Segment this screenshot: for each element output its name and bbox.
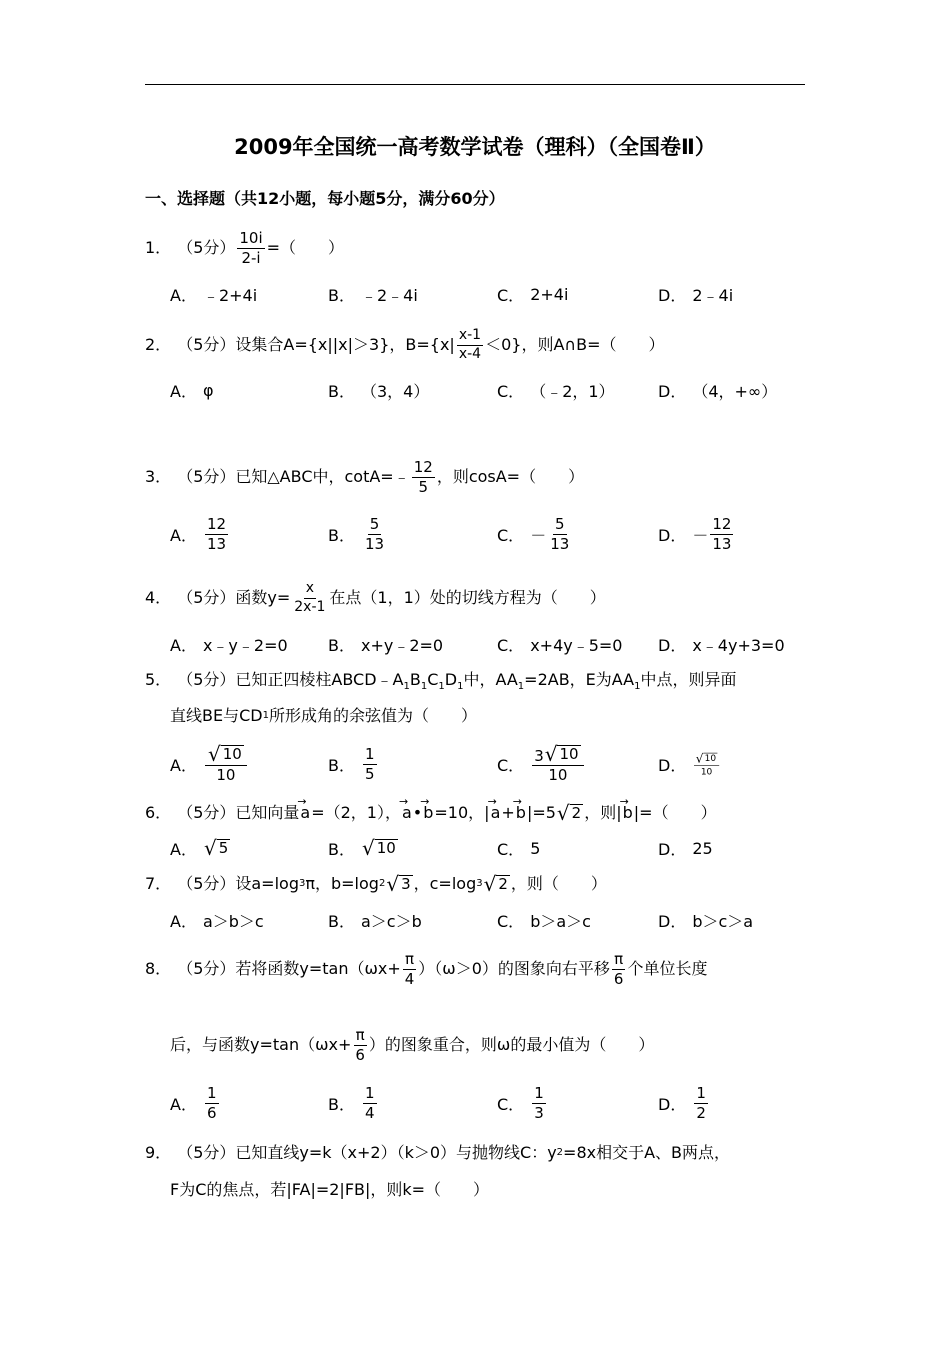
option-label: D．	[658, 755, 687, 775]
denominator: 6	[613, 969, 624, 988]
text-run: 已知正四棱柱ABCD﹣A	[235, 670, 404, 689]
vector-b: → b	[515, 803, 527, 823]
vector-b: → b	[422, 803, 434, 823]
fraction	[363, 516, 386, 552]
numerator: 10i	[239, 229, 263, 247]
fraction	[205, 516, 228, 552]
option-c[interactable]	[497, 274, 568, 314]
subscript: 1	[517, 681, 525, 693]
sqrt-symbol: √ 10	[544, 741, 579, 766]
fraction	[612, 951, 626, 987]
option-a[interactable]	[170, 514, 230, 554]
question-7: 7． （5分） 设a=log 3 π，b=log 2 √ 3 ，c=log 3 √ 2 ，则（ ）	[145, 872, 607, 896]
option-d[interactable]	[658, 1083, 710, 1123]
denominator: 13	[364, 534, 385, 553]
option-label: C．	[497, 635, 525, 655]
option-label: C．	[497, 755, 525, 775]
fraction	[532, 1085, 546, 1121]
option-label: D．	[658, 839, 687, 859]
option-label: D．	[658, 381, 687, 401]
text-run: B	[409, 670, 421, 689]
question-number: 9．	[145, 1143, 172, 1162]
subscript: 1	[438, 681, 445, 693]
vector-a: → a	[401, 803, 413, 823]
vector-b: → b	[622, 803, 634, 823]
option-a[interactable]	[170, 274, 257, 314]
question-number: 3．	[145, 467, 172, 486]
question-text: |=5	[526, 803, 556, 822]
question-text: ，则|	[584, 803, 622, 822]
option-label: B．	[328, 635, 355, 655]
option-label: A．	[170, 839, 197, 859]
question-text: =10，|	[434, 803, 490, 822]
question-5	[145, 668, 737, 692]
option-text: b＞a＞c	[530, 911, 591, 931]
option-text: ﹣2﹣4i	[360, 285, 418, 305]
denominator: 13	[712, 534, 732, 553]
option-d[interactable]	[658, 514, 735, 554]
option-c[interactable]	[497, 624, 622, 664]
option-text: 25	[692, 838, 713, 858]
fraction	[363, 746, 377, 782]
numerator: x-1	[457, 328, 483, 345]
score-tag: （5分）	[177, 803, 236, 822]
question-text: F为C的焦点，若|FA|=2|FB|，则k=（ ）	[170, 1180, 490, 1199]
denominator: 2x-1	[294, 598, 326, 615]
question-number: 1．	[145, 238, 172, 257]
fraction	[353, 1027, 367, 1063]
text-run: =2AB，E为AA	[524, 670, 635, 689]
fraction	[694, 1085, 708, 1121]
denominator: 6	[206, 1103, 217, 1122]
question-text	[235, 670, 737, 693]
question-text: ，则cosA=（ ）	[436, 467, 585, 486]
fraction	[363, 1085, 377, 1121]
option-text: （3，4）	[360, 381, 430, 401]
question-text: =8x相交于A、B两点，	[563, 1143, 731, 1162]
numerator: 12	[413, 458, 433, 476]
question-text: |x|＞3}，B={x|	[332, 335, 455, 354]
option-label: D．	[658, 285, 687, 305]
option-text: ﹣2+4i	[202, 285, 258, 305]
denominator: 10	[216, 766, 236, 784]
numerator: π	[405, 950, 415, 968]
option-c[interactable]	[497, 741, 586, 784]
question-number: 8．	[145, 959, 172, 978]
sqrt-symbol: √ 10	[696, 750, 717, 765]
option-d[interactable]	[658, 828, 713, 868]
option-text: x﹣4y+3=0	[692, 635, 785, 655]
option-label: B．	[328, 755, 355, 775]
option-c[interactable]	[497, 1083, 548, 1123]
score-tag: （5分）	[177, 874, 236, 893]
option-a[interactable]	[170, 1083, 221, 1123]
radicand: 10	[559, 744, 579, 763]
denominator: 4	[364, 1103, 375, 1122]
text-run: D	[444, 670, 458, 689]
question-text: π，b=log	[305, 874, 379, 893]
score-tag: （5分）	[177, 1143, 236, 1162]
plus-operator: +	[501, 803, 515, 822]
option-a[interactable]	[170, 624, 288, 664]
option-b[interactable]	[328, 900, 422, 940]
radicand: 10	[704, 752, 717, 764]
fraction	[694, 752, 719, 775]
option-a[interactable]	[170, 828, 231, 868]
sqrt-symbol: √ 10	[207, 741, 242, 766]
radicand: 10	[376, 839, 396, 857]
denominator: 5	[418, 477, 429, 496]
radicand: 2	[498, 875, 508, 893]
sqrt-symbol: √ 3	[386, 872, 411, 896]
option-b[interactable]	[328, 744, 379, 784]
numerator: 1	[534, 1084, 544, 1102]
question-text: 设集合A={x|	[235, 335, 333, 354]
dot-operator: •	[412, 803, 423, 822]
numerator: 12	[206, 515, 227, 533]
score-tag: （5分）	[177, 467, 236, 486]
question-6	[145, 801, 717, 825]
option-b[interactable]	[328, 274, 418, 314]
score-tag: （5分）	[177, 335, 236, 354]
option-text: 2﹣4i	[692, 285, 734, 305]
option-text: 5	[530, 838, 541, 858]
option-label: D．	[658, 1094, 687, 1114]
option-d[interactable]	[658, 744, 738, 784]
option-text: 2+4i	[530, 284, 569, 304]
question-3	[145, 458, 585, 496]
numerator: 1	[364, 745, 375, 763]
question-number: 5．	[145, 670, 172, 689]
option-label: B．	[328, 1094, 355, 1114]
numerator: 5	[369, 515, 380, 533]
question-text: |=（ ）	[633, 803, 717, 822]
option-d[interactable]	[658, 900, 753, 940]
question-text: ＜0}，则A∩B=（ ）	[485, 335, 665, 354]
option-a[interactable]	[170, 370, 214, 410]
question-text: 在点（1，1）处的切线方程为（ ）	[329, 588, 606, 607]
question-text: 函数y=	[235, 588, 291, 607]
text-run: 直线BE与CD	[170, 706, 263, 725]
radicand: 5	[218, 839, 229, 857]
option-label: A．	[170, 285, 197, 305]
option-b[interactable]	[328, 370, 429, 410]
denominator: 2-i	[241, 248, 261, 267]
denominator: 13	[206, 534, 227, 553]
page-title: 2009年全国统一高考数学试卷（理科）（全国卷Ⅱ）	[234, 135, 716, 159]
question-9-line-2	[170, 1178, 489, 1202]
option-c[interactable]	[497, 900, 591, 940]
question-9: 9． （5分） 已知直线y=k（x+2）（k＞0）与抛物线C：y 2 =8x相交于A、B两点，	[145, 1143, 731, 1162]
option-b[interactable]	[328, 1083, 379, 1123]
question-text: ，c=log	[413, 874, 477, 893]
denominator: 5	[364, 764, 375, 783]
denominator: 6	[355, 1045, 365, 1064]
score-tag: （5分）	[177, 959, 236, 978]
denominator: 10	[548, 766, 568, 784]
fraction	[403, 951, 417, 987]
question-number: 6．	[145, 803, 172, 822]
question-text: 若将函数y=tan（ωx+	[235, 959, 401, 978]
question-2	[145, 327, 665, 362]
fraction	[710, 516, 733, 552]
option-d[interactable]	[658, 274, 733, 314]
option-label: C．	[497, 525, 525, 545]
radicand: 2	[571, 804, 582, 822]
option-label: D．	[658, 635, 687, 655]
question-5-line-2: 直线BE与CD 1 所形成角的余弦值为（ ）	[170, 706, 477, 725]
denominator: 3	[534, 1103, 544, 1122]
header-rule	[145, 84, 805, 85]
option-b[interactable]	[328, 828, 399, 868]
sqrt-symbol: √ 5	[203, 836, 229, 860]
subscript: 1	[420, 681, 428, 693]
question-text: ）（ω＞0）的图象向右平移	[418, 959, 610, 978]
option-label: C．	[497, 285, 525, 305]
option-label: A．	[170, 755, 197, 775]
option-label: D．	[658, 911, 687, 931]
denominator: 2	[696, 1103, 706, 1122]
question-number: 2．	[145, 335, 172, 354]
option-label: D．	[658, 525, 687, 545]
option-text: x+4y﹣5=0	[530, 635, 623, 655]
option-label: A．	[170, 381, 197, 401]
option-label: B．	[328, 911, 355, 931]
denominator: x-4	[458, 345, 482, 362]
text-run: C	[427, 670, 439, 689]
question-text: 个单位长度	[627, 959, 708, 978]
question-text: 后，与函数y=tan（ωx+	[170, 1035, 352, 1054]
option-text: （﹣2，1）	[530, 381, 615, 401]
question-text: ，则（ ）	[510, 874, 607, 893]
numerator: 1	[696, 1084, 706, 1102]
text-run: 中点，则异面	[640, 670, 737, 689]
subscript: 1	[634, 681, 641, 693]
option-text: （4，+∞）	[692, 381, 778, 401]
radicand: 3	[401, 875, 411, 893]
option-text: x+y﹣2=0	[360, 635, 444, 655]
sqrt-symbol: √ 10	[361, 836, 396, 860]
coefficient: 3	[534, 746, 544, 765]
option-label: A．	[170, 525, 197, 545]
option-label: A．	[170, 911, 197, 931]
question-4	[145, 580, 606, 615]
option-d[interactable]	[658, 624, 785, 664]
option-label: B．	[328, 839, 355, 859]
option-label: C．	[497, 911, 525, 931]
option-text: x﹣y﹣2=0	[202, 635, 288, 655]
numerator: π	[355, 1026, 365, 1044]
question-text: =（2，1），	[311, 803, 401, 822]
numerator: x	[304, 581, 316, 598]
denominator: 10	[701, 765, 713, 776]
question-8-line-2	[170, 1026, 655, 1064]
option-label: B．	[328, 285, 355, 305]
score-tag: （5分）	[177, 238, 236, 257]
denominator: 13	[550, 534, 570, 553]
sqrt-symbol: √ 2	[483, 872, 508, 896]
option-a[interactable]	[170, 741, 249, 784]
option-a[interactable]	[170, 900, 264, 940]
numerator: 5	[554, 515, 565, 533]
fraction	[412, 459, 435, 495]
subscript: 1	[403, 681, 410, 693]
radicand: 10	[222, 744, 242, 763]
option-label: B．	[328, 381, 355, 401]
numerator	[694, 752, 719, 765]
option-c[interactable]	[497, 514, 573, 554]
fraction	[292, 581, 327, 615]
text-run: 所形成角的余弦值为（ ）	[268, 706, 477, 725]
fraction	[205, 1085, 219, 1121]
option-c[interactable]	[497, 370, 615, 410]
numerator	[205, 741, 247, 767]
question-number: 4．	[145, 588, 172, 607]
answer-blank: =（ ）	[266, 238, 345, 257]
question-text: 已知向量	[235, 803, 300, 822]
option-b[interactable]	[328, 514, 388, 554]
option-label: C．	[497, 381, 525, 401]
numerator: π	[614, 950, 624, 968]
score-tag: （5分）	[177, 588, 236, 607]
option-text: b＞c＞a	[692, 911, 754, 931]
question-number: 7．	[145, 874, 172, 893]
minus-sign: －	[692, 525, 709, 545]
question-text: 设a=log	[235, 874, 299, 893]
option-d[interactable]	[658, 370, 777, 410]
question-text: 已知△ABC中，cotA=﹣	[235, 467, 410, 486]
numerator	[532, 741, 583, 767]
vector-a: → a	[299, 803, 311, 823]
question-text: 已知直线y=k（x+2）（k＞0）与抛物线C：y	[235, 1143, 557, 1162]
option-c[interactable]	[497, 828, 540, 868]
text-run: 中，AA	[463, 670, 518, 689]
section-heading: 一、选择题（共12小题，每小题5分，满分60分）	[145, 189, 505, 208]
minus-sign: －	[530, 525, 547, 545]
numerator: 1	[364, 1084, 375, 1102]
question-1	[145, 229, 345, 267]
question-8	[145, 950, 708, 988]
sqrt-symbol: √ 2	[556, 801, 582, 825]
fraction	[237, 230, 264, 266]
fraction	[548, 516, 571, 552]
option-text: a＞c＞b	[360, 911, 422, 931]
question-text: ）的图象重合，则ω的最小值为（ ）	[368, 1035, 655, 1054]
option-text: φ	[202, 380, 214, 400]
denominator: 4	[404, 969, 415, 988]
option-label: A．	[170, 635, 197, 655]
score-tag: （5分）	[177, 670, 236, 689]
subscript: 1	[457, 681, 464, 693]
option-label: A．	[170, 1094, 197, 1114]
fraction	[457, 328, 483, 362]
option-b[interactable]	[328, 624, 443, 664]
fraction	[205, 741, 247, 784]
vector-a: → a	[490, 803, 502, 823]
option-label: B．	[328, 525, 355, 545]
option-label: C．	[497, 839, 525, 859]
numerator: 12	[712, 515, 732, 533]
fraction	[532, 741, 583, 784]
numerator: 1	[206, 1084, 217, 1102]
option-text: a＞b＞c	[202, 911, 264, 931]
option-label: C．	[497, 1094, 525, 1114]
